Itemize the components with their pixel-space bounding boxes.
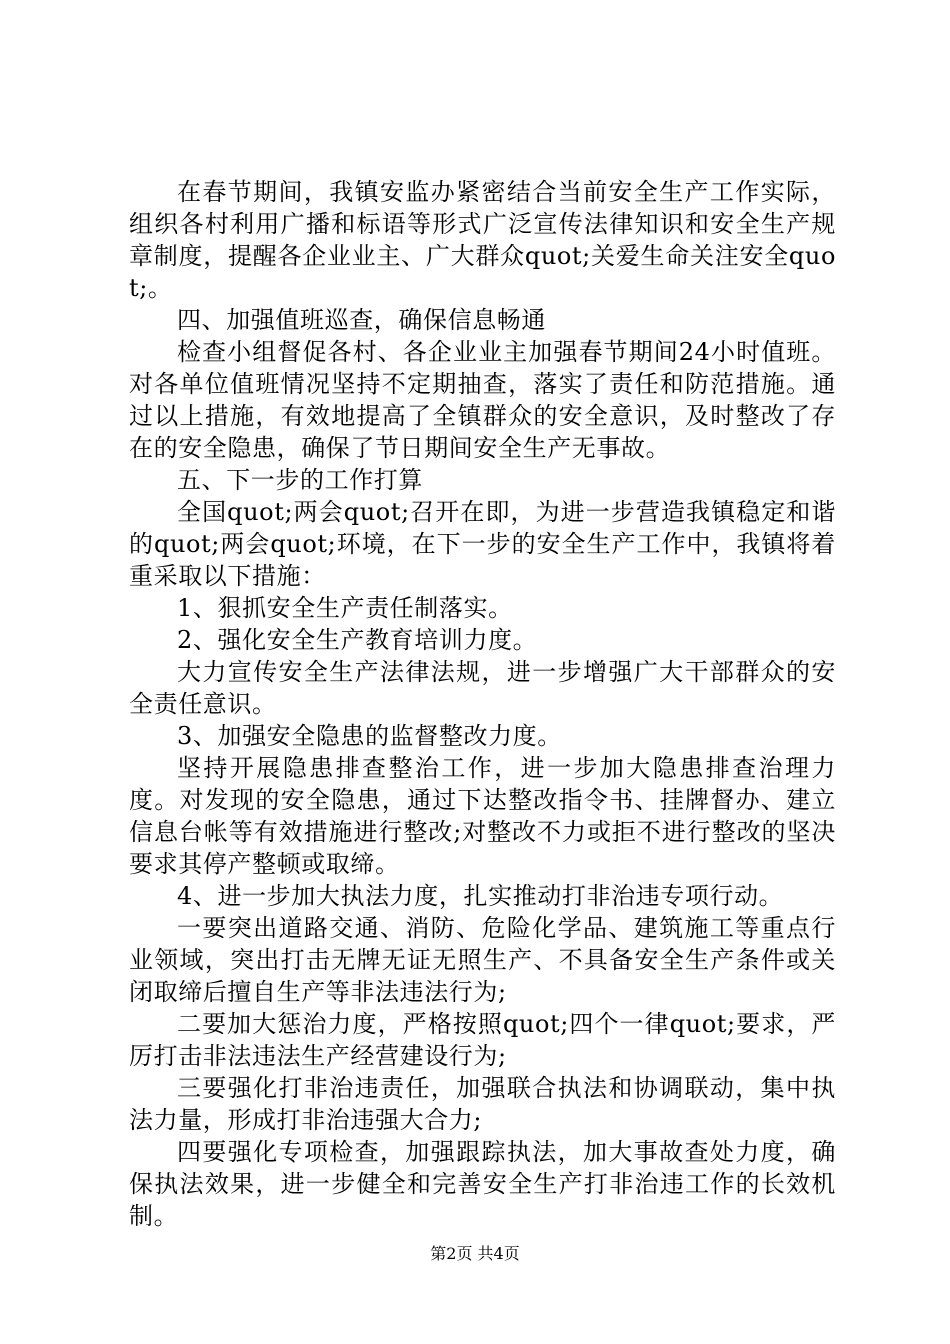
- paragraph-key-industries: 一要突出道路交通、消防、危险化学品、建筑施工等重点行业领域，突出打击无牌无证无照生产、不具备安全生产条件或关闭取缔后擅自生产等非法违法行为;: [129, 914, 836, 1006]
- document-body: [129, 176, 836, 1232]
- heading-next-steps: 五、下一步的工作打算: [177, 466, 423, 494]
- paragraph-law-publicity: 大力宣传安全生产法律法规，进一步增强广大干部群众的安全责任意识。: [129, 658, 836, 718]
- paragraph-punishment: 二要加大惩治力度，严格按照quot;四个一律quot;要求，严厉打击非法违法生产经营建设行为;: [129, 1010, 836, 1070]
- paragraph-special-inspection: 四要强化专项检查，加强跟踪执法，加大事故查处力度，确保执法效果，进一步健全和完善安全生产打非治违工作的长效机制。: [129, 1138, 836, 1230]
- paragraph-two-sessions: 全国quot;两会quot;召开在即，为进一步营造我镇稳定和谐的quot;两会quot;环境，在下一步的安全生产工作中，我镇将着重采取以下措施：: [129, 498, 836, 590]
- page-number: 第2页 共4页: [430, 1244, 520, 1263]
- heading-duty-patrol: 四、加强值班巡查，确保信息畅通: [177, 306, 546, 334]
- list-item-hazard-rectification: 3、加强安全隐患的监督整改力度。: [177, 722, 562, 750]
- paragraph-joint-enforcement: 三要强化打非治违责任，加强联合执法和协调联动，集中执法力量，形成打非治违强大合力;: [129, 1074, 836, 1134]
- paragraph-publicity: 在春节期间，我镇安监办紧密结合当前安全生产工作实际，组织各村利用广播和标语等形式广泛宣传法律知识和安全生产规章制度，提醒各企业业主、广大群众quot;关爱生命关注安全quot;。: [129, 178, 836, 302]
- list-item-law-enforcement: 4、进一步加大执法力度，扎实推动打非治违专项行动。: [177, 882, 784, 910]
- paragraph-duty-check: 检查小组督促各村、各企业业主加强春节期间24小时值班。对各单位值班情况坚持不定期抽查，落实了责任和防范措施。通过以上措施，有效地提高了全镇群众的安全意识，及时整改了存在的安全隐患，确保了节日期间安全生产无事故。: [129, 338, 836, 462]
- list-item-training: 2、强化安全生产教育培训力度。: [177, 626, 538, 654]
- paragraph-hazard-investigation: 坚持开展隐患排查整治工作，进一步加大隐患排查治理力度。对发现的安全隐患，通过下达整改指令书、挂牌督办、建立信息台帐等有效措施进行整改;对整改不力或拒不进行整改的坚决要求其停产整顿或取缔。: [129, 754, 836, 878]
- list-item-responsibility: 1、狠抓安全生产责任制落实。: [177, 594, 513, 622]
